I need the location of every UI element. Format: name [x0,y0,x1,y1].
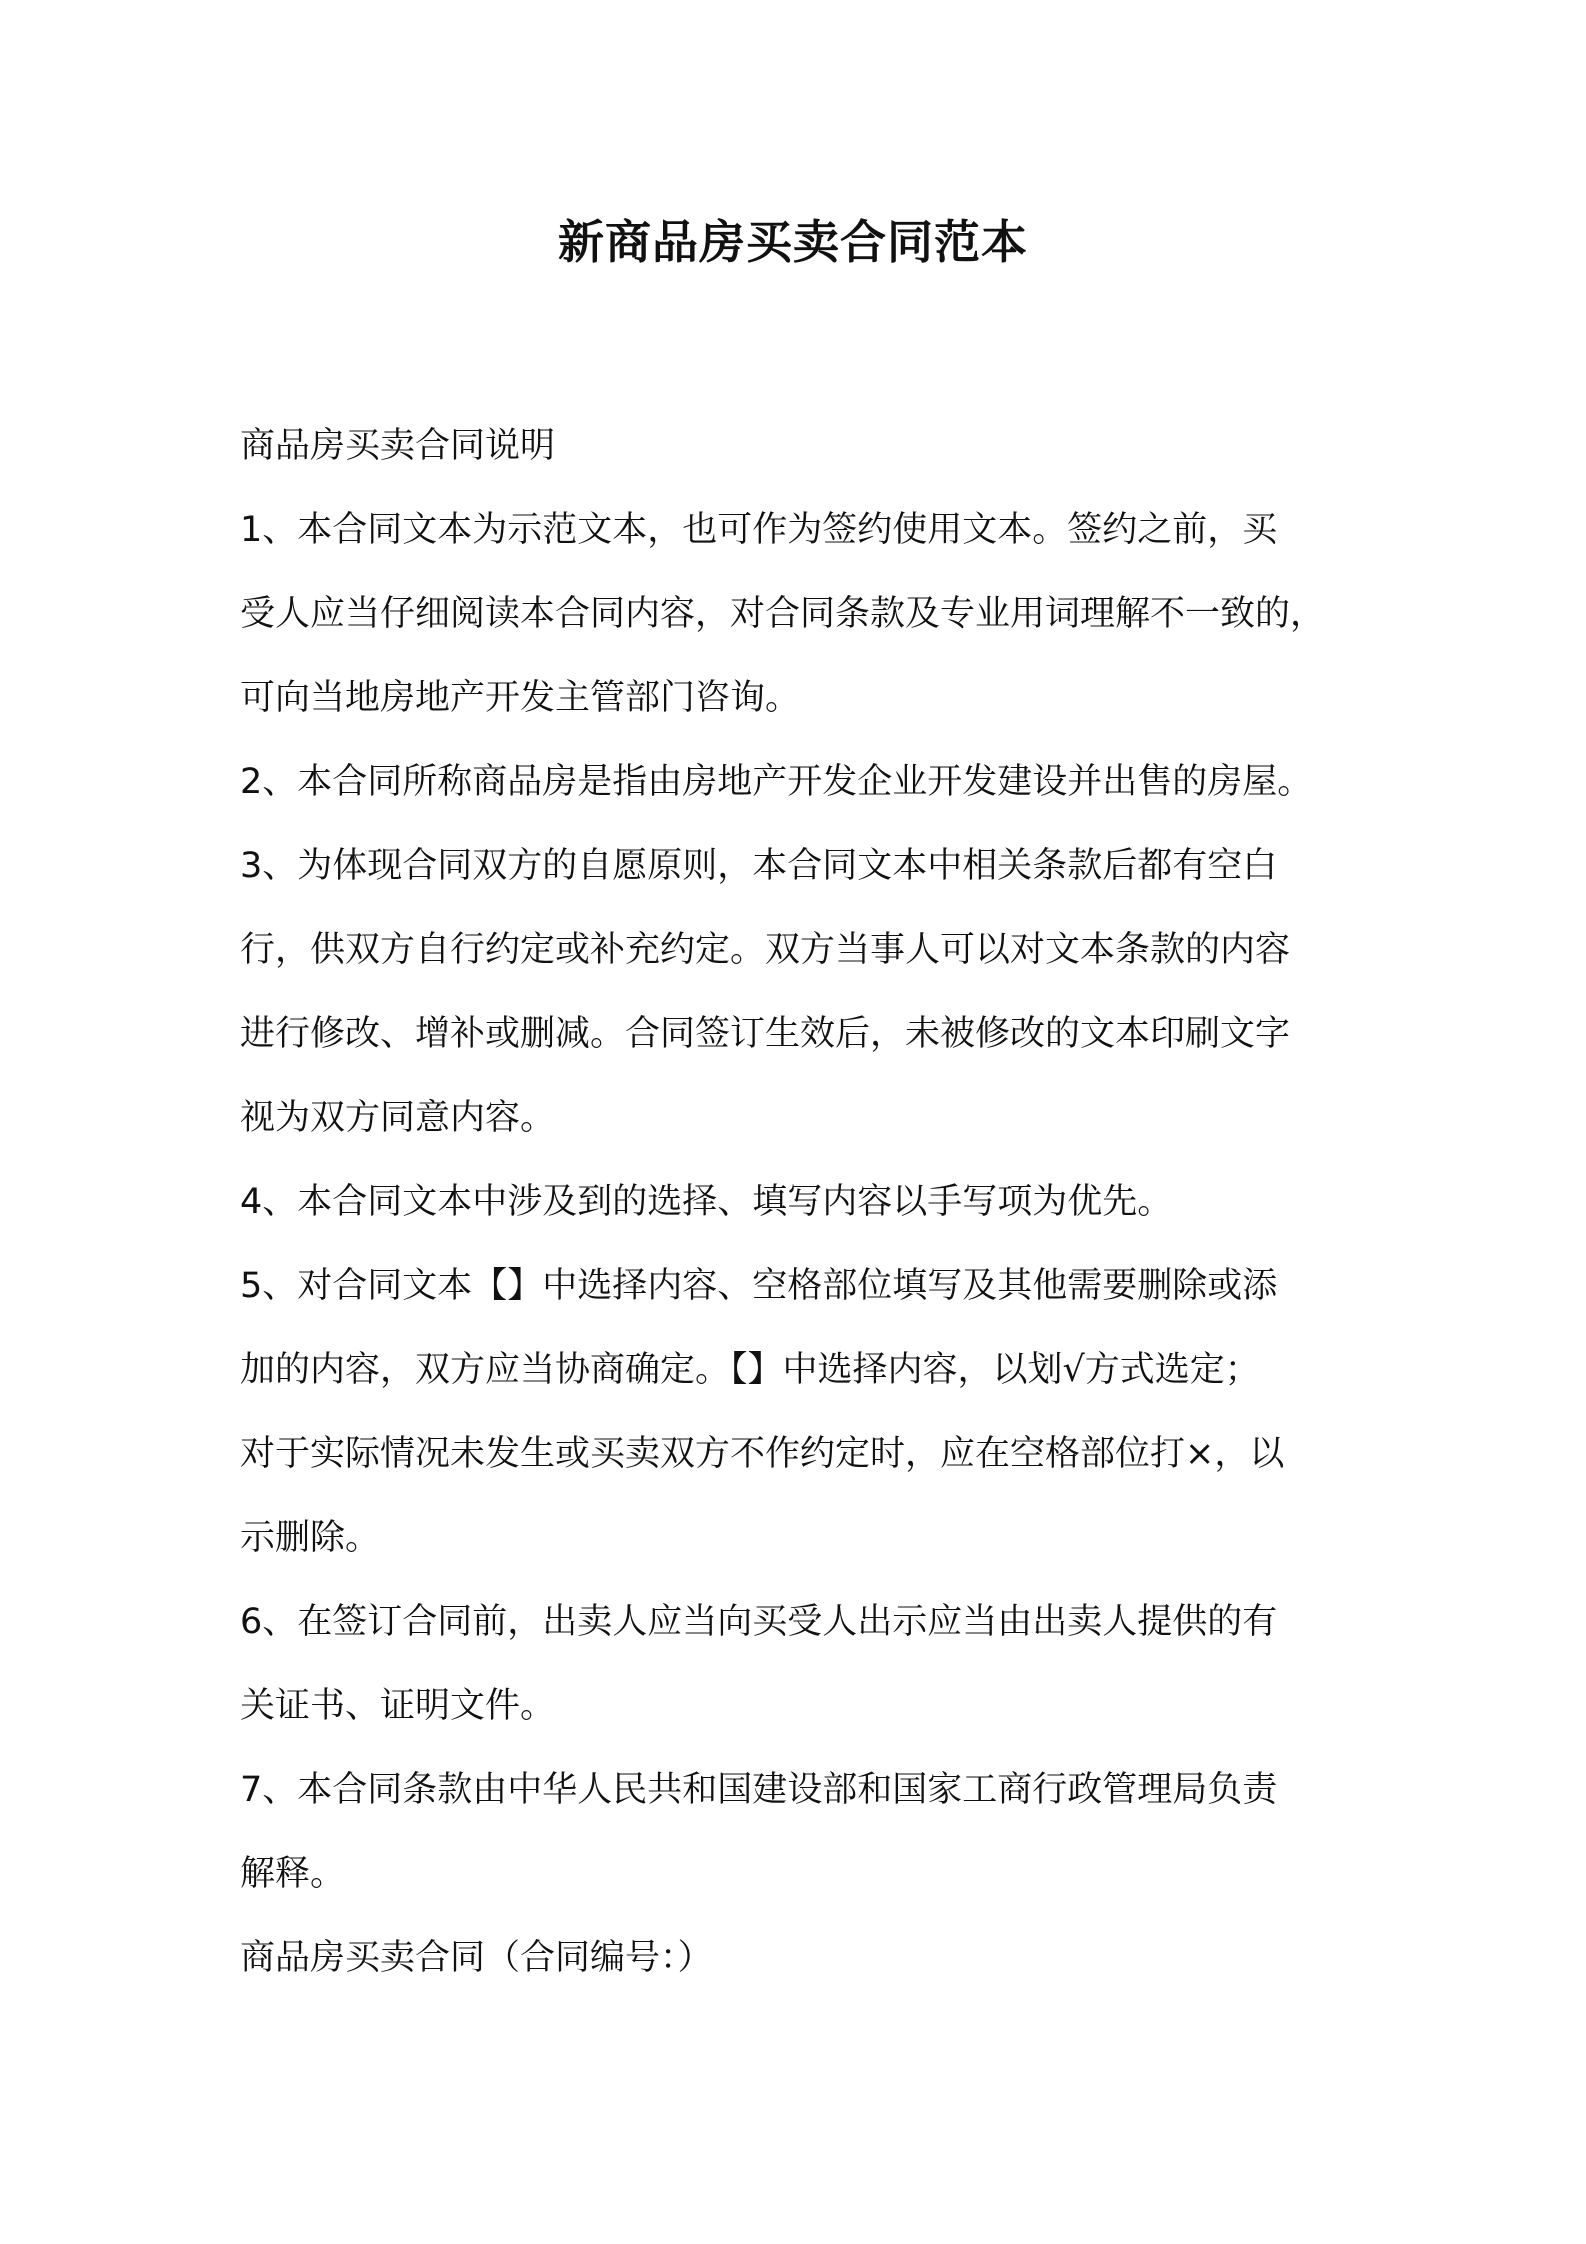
document-title: 新商品房买卖合同范本 [558,215,1028,269]
paragraph-line: 视为双方同意内容。 [240,1098,556,1138]
paragraph-line: 2、本合同所称商品房是指由房地产开发企业开发建设并出售的房屋。 [240,762,1313,802]
paragraph-line: 示删除。 [240,1518,381,1558]
paragraph-line: 6、在签订合同前，出卖人应当向买受人出示应当由出卖人提供的有 [240,1602,1278,1642]
paragraph-line: 4、本合同文本中涉及到的选择、填写内容以手写项为优先。 [240,1182,1173,1222]
document-body [240,404,1380,2000]
paragraph-line: 行，供双方自行约定或补充约定。双方当事人可以对文本条款的内容 [240,930,1291,970]
paragraph-line: 7、本合同条款由中华人民共和国建设部和国家工商行政管理局负责 [240,1770,1278,1810]
paragraph-line: 关证书、证明文件。 [240,1686,556,1726]
paragraph-line: 5、对合同文本【】中选择内容、空格部位填写及其他需要删除或添 [240,1266,1278,1306]
closing-heading: 商品房买卖合同（合同编号：） [240,1938,713,1978]
paragraph-line: 3、为体现合同双方的自愿原则，本合同文本中相关条款后都有空白 [240,846,1278,886]
paragraph-line: 进行修改、增补或删减。合同签订生效后，未被修改的文本印刷文字 [240,1014,1291,1054]
paragraph-line: 加的内容，双方应当协商确定。【】中选择内容，以划√方式选定； [240,1350,1260,1390]
section-heading: 商品房买卖合同说明 [240,426,556,466]
paragraph-line: 可向当地房地产开发主管部门咨询。 [240,678,801,718]
paragraph-line: 1、本合同文本为示范文本，也可作为签约使用文本。签约之前，买 [240,510,1278,550]
paragraph-line: 解释。 [240,1854,346,1894]
paragraph-line: 受人应当仔细阅读本合同内容，对合同条款及专业用词理解不一致的， [240,594,1326,634]
paragraph-line: 对于实际情况未发生或买卖双方不作约定时，应在空格部位打×，以 [240,1434,1285,1474]
